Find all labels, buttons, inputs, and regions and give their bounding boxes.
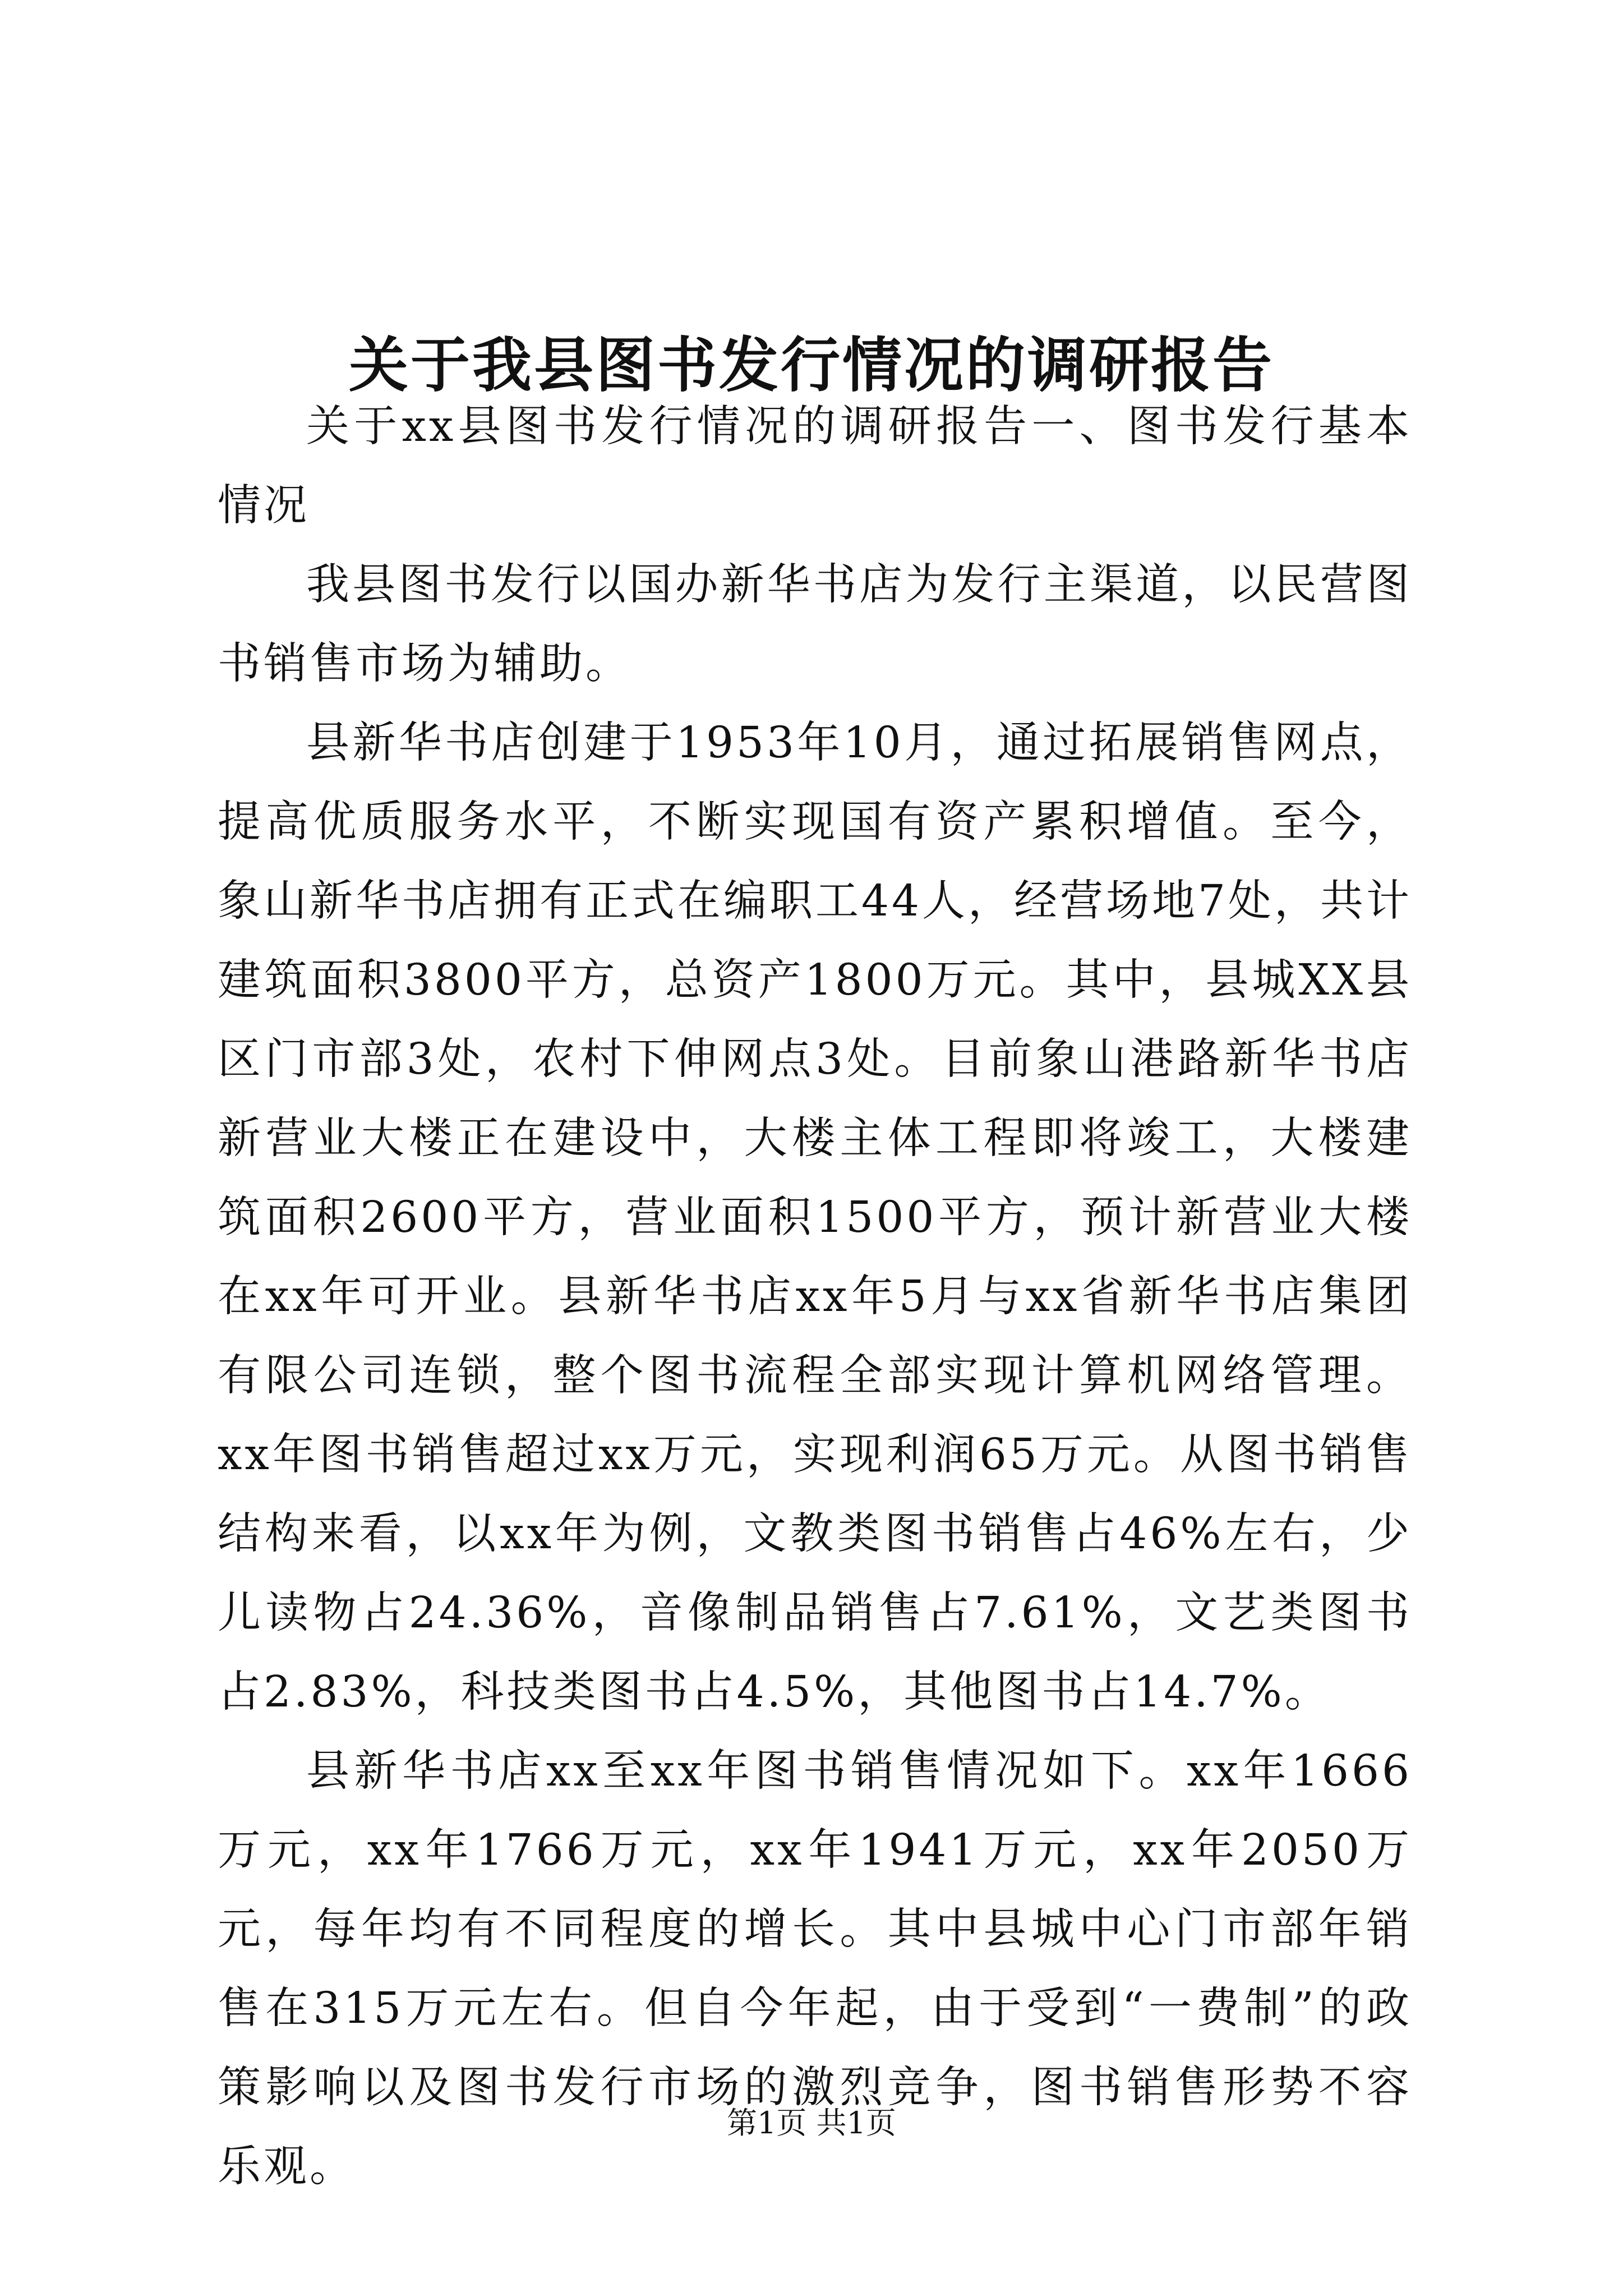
paragraph-sales-trend: 县新华书店xx至xx年图书销售情况如下。xx年1666万元，xx年1766万元，xx年1941万元，xx年2050万元，每年均有不同程度的增长。其中县城中心门市部年销售在315万元左右。但自今年起，由于受到“一费制”的政策影响以及图书发行市场的激烈竞争，图书销售形势不容乐观。	[218, 1746, 1412, 2192]
paragraph-bookstore-history: 县新华书店创建于1953年10月，通过拓展销售网点，提高优质服务水平，不断实现国有资产累积增值。至今，象山新华书店拥有正式在编职工44人，经营场地7处，共计建筑面积3800平方，总资产1800万元。其中，县城XX县区门市部3处，农村下伸网点3处。目前象山港路新华书店新营业大楼正在建设中，大楼主体工程即将竣工，大楼建筑面积2600平方，营业面积1500平方，预计新营业大楼在xx年可开业。县新华书店xx年5月与xx省新华书店集团有限公司连锁，整个图书流程全部实现计算机网络管理。xx年图书销售超过xx万元，实现利润65万元。从图书销售结构来看，以xx年为例，文教类图书销售占46%左右，少儿读物占24.36%，音像制品销售占7.61%，文艺类图书占2.83%，科技类图书占4.5%，其他图书占14.7%。	[218, 718, 1412, 1717]
page-footer: 第1页 共1页	[727, 2105, 896, 2141]
document-body	[218, 387, 1412, 2206]
paragraph-intro: 关于xx县图书发行情况的调研报告一、图书发行基本情况	[218, 402, 1412, 531]
document-title: 关于我县图书发行情况的调研报告	[349, 330, 1274, 401]
paragraph-distribution-channels: 我县图书发行以国办新华书店为发行主渠道，以民营图书销售市场为辅助。	[218, 560, 1412, 689]
